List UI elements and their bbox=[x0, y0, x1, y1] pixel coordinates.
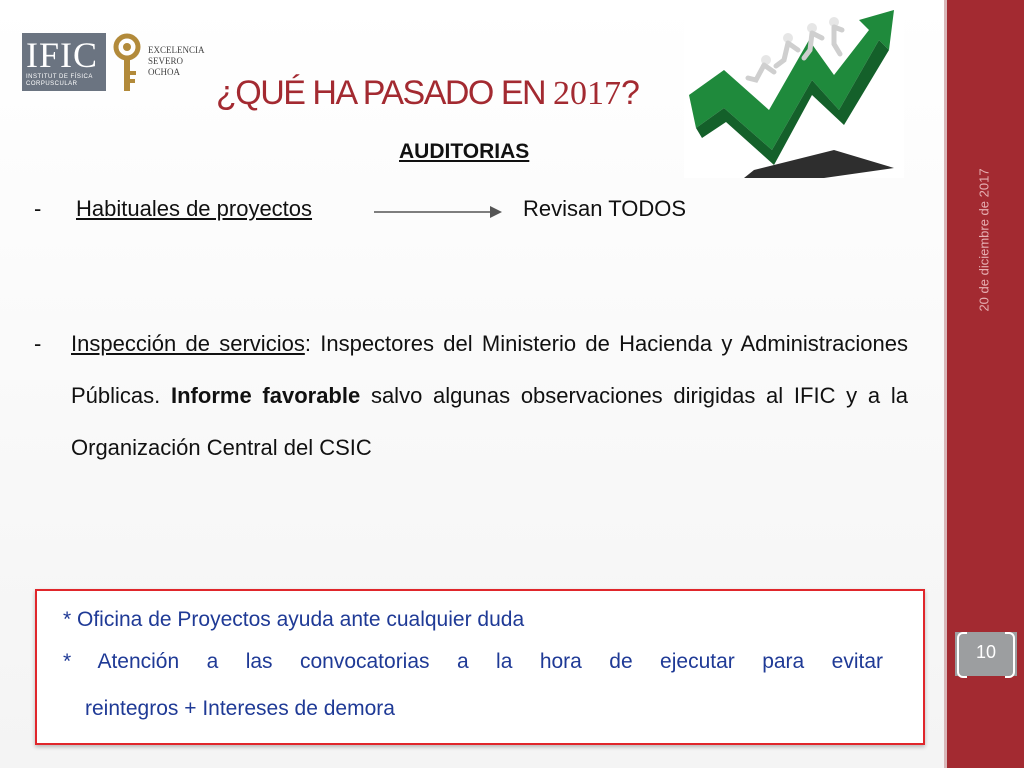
right-arrow-icon bbox=[374, 205, 504, 219]
ific-logo-subtext bbox=[26, 74, 93, 88]
notice-line-2: * Atención a las convocatorias a la hora de ejecutar para evitar bbox=[63, 650, 883, 673]
inspection-description: : Inspectores del Ministerio de Hacienda y Administraciones Públicas. bbox=[71, 331, 908, 408]
excelencia-severo-ochoa-text bbox=[148, 45, 205, 78]
growth-arrow-illustration bbox=[684, 0, 904, 178]
bullet-dash: - bbox=[34, 331, 42, 356]
slide-title-prefix: ¿QUÉ HA PASADO EN bbox=[216, 74, 554, 112]
favorable-report-term: Informe favorable bbox=[171, 383, 361, 408]
excelencia-line-1: EXCELENCIA bbox=[148, 45, 205, 55]
slide-title-year: 2017 bbox=[553, 75, 622, 112]
section-subtitle: AUDITORIAS bbox=[399, 140, 530, 163]
bullet-audits-projects-result: Revisan TODOS bbox=[523, 196, 687, 221]
slide-date: 20 de diciembre de 2017 bbox=[976, 168, 992, 312]
severo-ochoa-seal-icon bbox=[111, 33, 143, 93]
bullet-audits-projects-label: Habituales de proyectos bbox=[76, 196, 313, 221]
ific-logo bbox=[22, 33, 222, 95]
ific-logo-text: IFIC bbox=[26, 35, 99, 75]
notice-line-3: reintegros + Intereses de demora bbox=[85, 697, 395, 720]
notice-box bbox=[35, 589, 925, 745]
bullet-dash: - bbox=[34, 196, 42, 221]
ific-logo-box bbox=[22, 33, 106, 91]
bullet-service-inspection-text bbox=[71, 318, 908, 474]
slide-title-suffix: ? bbox=[621, 74, 639, 112]
bullet-service-inspection bbox=[34, 318, 908, 474]
ific-logo-subtext-2: CORPUSCULAR bbox=[26, 81, 78, 87]
excelencia-line-3: OCHOA bbox=[148, 67, 181, 77]
excelencia-line-2: SEVERO bbox=[148, 56, 184, 66]
notice-line-1: * Oficina de Proyectos ayuda ante cualquier duda bbox=[63, 608, 525, 631]
page-number-box bbox=[955, 632, 1017, 676]
ific-logo-subtext-1: INSTITUT DE FÍSICA bbox=[26, 74, 93, 80]
slide-title bbox=[216, 74, 638, 113]
inspection-term: Inspección de servicios bbox=[71, 331, 305, 356]
page-number: 10 bbox=[975, 642, 997, 662]
inspection-observations: salvo algunas observaciones dirigidas al IFIC y a la Organización Central del CSIC bbox=[71, 383, 908, 460]
